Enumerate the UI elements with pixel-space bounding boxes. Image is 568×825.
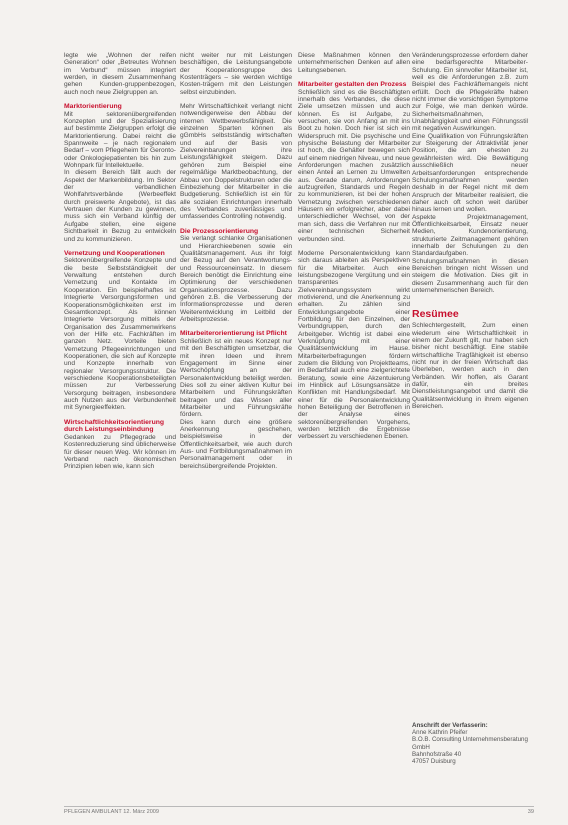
- paragraph: Dies kann durch eine größere Anerkennung geschehen, beispielsweise in der Öffentlichkeitsarbeit, wie auch durch Aus- und Fortbildungsmaßnahmen im Personalmanagement oder in bereichsübergreifende Projekten.: [180, 418, 292, 470]
- section-heading: Die Prozessorientierung: [180, 227, 259, 235]
- text-column-2: [180, 52, 292, 804]
- address-line: Anne Kathrin Pfeifer: [412, 729, 468, 737]
- paragraph: In diesem Bereich fällt auch der Aspekt der Markenbildung. Im Sektor der verbandlichen Wohlfahrtsverbände (Werbeeffekt durch preiswerte Angebote), ist das Vertrauen der Kunden zu gewinnen, muss sich ein Verband künftig der Aufgabe stellen, eine eigene Sichtbarkeit in Bezug zu entwickeln und zu kommunizieren.: [64, 169, 176, 243]
- section-heading: Marktorientierung: [64, 103, 122, 111]
- paragraph: Aspekte Projektmanagement, Öffentlichkeitsarbeit, Einsatz neuer Medien, Kundenorientierung, strukturierte Zeitmanagement gehören innerhalb der Schulungen zu den Standardaufgaben. Schulungsmaßnahmen in diesen Bereichen bringen nicht Wissen und steigern die Motivation. Dies gilt in diesem Zusammenhang auch für den unternehmerischen Bereich.: [412, 213, 528, 294]
- paragraph: Schließlich sind es die Beschäftigten innerhalb des Verbandes, die diese Ziele umsetzen müssen und auch können. Es ist Aufgabe, zu versuchen, sie von Anfang an mit ins Boot zu holen. Doch hier ist sich ein Widerspruch mit. Die psychische und physische Belastung der Mitarbeiter ist hoch, die Gehälter bewegen sich auf einem niedrigen Niveau, und neue Anforderungen machen zusätzlich einen Anteil an Lernen zu Umwelten aus. Gerade darum, Anforderungen aufzugreifen, Standards und Regeln zu kommunizieren, ist bei der hohen Vernetzung zwischen verschiedenen Häusern ein erfolgreicher, aber dabei unterschiedlicher Wechsel, von der man sich, dass die Verfahren nur mit einer technischen Sicherheit verbunden sind.: [298, 88, 410, 243]
- section-heading: Mitarbeiterorientierung ist Pflicht: [180, 330, 287, 338]
- paragraph: Gedanken zu Pflegegrade und Kostenreduzierung sind üblicherweise für dieser neuen Weg. Wir können im Verband nach ökonomischen Prinzipien leben wie, kann sich: [64, 433, 176, 471]
- resumee-paragraph: Schlechtergestellt, Zum einen wiederum eine Wirtschaftlichkeit in einem der Zukunft gilt, nur haben sich bisher nicht beschäftigt. Eine stabile wirtschaftliche Tragfähigkeit ist ebenso nicht nur in der freien Wirtschaft das Überleben, werden auch in den Verbänden. Wir hoffen, als Garant dafür, ein breites Dienstleistungsangebot und damit die Qualitätsentwicklung in ihrem eigenen Bereichen.: [412, 322, 528, 411]
- paragraph: Sie verlangt schlanke Organisationen und Hierarchieebenen sowie ein Qualitätsmanagement. Aus ihr folgt der Bezug auf den Verantwortungs- und Ressourceneinsatz. In diesem Bereich benötigt die Einrichtung eine Optimierung der verschiedenen Organisationsprozesse. Dazu gehören z.B. die Verbesserung der Informationsprozesse und deren Weiterentwicklung im Leitbild der Arbeitsprozesse.: [180, 235, 292, 323]
- paragraph: Schließlich ist ein neues Konzept nur mit den Beschäftigten umsetzbar, die mit ihren Ideen und ihrem Engagement im Sinne einer Wertschöpfung an der Personalentwicklung beteiligt werden. Dies soll zu einer aktiven Kultur bei Mitarbeitern und Führungskräften beitragen und das Wissen aller Mitarbeiter und Führungskräfte fördern.: [180, 337, 292, 419]
- address-line: Bahnhofstraße 40: [412, 750, 462, 758]
- text-column-4: [412, 52, 528, 717]
- paragraph: Mehr Wirtschaftlichkeit verlangt nicht notwendigerweise den Abbau der internen Wettbewerbsfähigkeit. Die einzelnen Sparten können als gGmbHs selbstständig wirtschaften und auf der Basis von Zielvereinbarungen ihre Leistungsfähigkeit steigern. Dazu gehören zum Beispiel eine regelmäßige Marktbeobachtung, der Abbau von Doppelstrukturen oder die Einbeziehung der Mitarbeiter in die Budgetierung. Schließlich ist ein für alle sozialen Einrichtungen innerhalb des Verbandes zuverlässiges und umfassendes Controlling notwendig.: [180, 103, 292, 221]
- section-heading: Wirtschaftlichkeitsorientierung durch Leistungseinbindung: [64, 418, 165, 434]
- address-line: 47057 Duisburg: [412, 758, 456, 766]
- section-heading: Mitarbeiter gestalten den Prozess: [298, 81, 407, 89]
- text-column-1: [64, 52, 176, 804]
- paragraph: Eine Qualifikation von Führungskräften zur Steigerung der Attraktivität jener Position, die am ehesten zu gewährleisten wird. Die Bewältigung ausschließlich neuer Arbeitsanforderungen entsprechende Schulungsmaßnahmen werden deshalb in der Regel nicht mit dem Anspruch der Mitarbeiter realisiert, die daher auch oft schon weit darüber hinaus lernen und wollen.: [412, 132, 528, 214]
- paragraph: Diese Maßnahmen können den unternehmerischen Denken auf allen Leitungsebenen.: [298, 52, 410, 74]
- address-title: Anschrift der Verfasserin:: [412, 722, 488, 729]
- paragraph: nicht weiter nur mit Leistungen beschäftigen, die Leistungsangebote der Kooperationsgruppe des Kostenträgers – sie werden wichtige Kosten-trägern mit den Leistungen selbst einzubinden.: [180, 52, 292, 96]
- text-column-3: [298, 52, 410, 804]
- address-line: B.O.B. Consulting Unternehmensberatung GmbH: [412, 736, 528, 751]
- paragraph: Sektorenübergreifende Konzepte und die beste Selbstständigkeit der Verwaltung entstehen durch Vernetzung und Kontakte im Kooperation. Ein beispielhaftes ist Integrierte Versorgungsformen und Kooperationsmöglichkeiten erst im Gesamtkonzept. Als können Integrierte Versorgung mittels der Organisation des Zusammenwirkens von der Hilfe etc. Fachkräften im ganzen Netz. Vorteile bieten Vernetzung Pflegeeinrichtungen und Kooperationen, die sich auf Konzepte und Konzepte innerhalb von regionaler Versorgungsstruktur. Die verschiedene Kooperationsbeteiligten müssen zur Verbesserung Versorgung beitragen, insbesondere auch Nutzen aus der Verbundenheit mit Synergieeffekten.: [64, 257, 176, 412]
- author-address: [412, 722, 528, 765]
- page-number: 39: [527, 809, 534, 815]
- paragraph: Veränderungsprozesse erfordern daher eine bedarfsgerechte Mitarbeiter-Schulung. Ein sinnvoller Mitarbeiter ist, weil es die Anforderungen z.B. zum Beispiel des Fachkräftemangels nicht erfüllt. Doch die Pflegekräfte haben nicht immer die vorsichtigen Symptome zur Folge, wie man denken würde. Sicherheitsmaßnahmen, Unabhängigkeit und einen Führungsstil mit negativen Auswirkungen.: [412, 52, 528, 133]
- paragraph: Mit sektorenübergreifenden Konzepten und der Spezialisierung auf bestimmte Zielgruppen erfolgt die Marktorientierung. Dabei reicht die Spannweite – je nach regionalem Bedarf – vom Pflegeheim für Geronto- oder Onkologiepatienten bis hin zum Wohnpark für Intellektuelle.: [64, 110, 176, 170]
- footer-publication: PFLEGEN AMBULANT 12. März 2009: [64, 809, 160, 815]
- resumee-heading: Resümee: [412, 308, 459, 321]
- paragraph: Moderne Personalentwicklung kann sich daraus ableiten als Perspektiven für die Mitarbeiter. Auch eine leistungsbezogene Vergütung und ein transparentes Zielvereinbarungssystem wirkt motivierend, und die Anerkennung zu erhalten. Zu zählen sind Entwicklungsangebote einer Fortbildung für den Einzelnen, der Verbundgruppen, durch den Arbeitgeber. Wichtig ist dabei eine Verknüpfung mit einer Qualitätsentwicklung im Hause. Mitarbeiterbefragungen fördern zudem die Bildung von Projektteams, im Bedarfsfall auch eine zielgerichtete Beratung, sowie eine Akzentuierung im Hinblick auf Lösungsansätze in Konflikten mit Handlungsbedarf. Mit einer für die Personalentwicklung hohen Beteiligung der Betroffenen in der Analyse eines sektorenübergreifenden Vorgehens, werden letztlich die Ergebnisse verbessert zu verschiedenen Ebenen.: [298, 249, 410, 441]
- section-heading: Vernetzung und Kooperationen: [64, 249, 165, 257]
- paragraph: legte wie „Wohnen der reifen Generation“ oder „Betreutes Wohnen im Verbund“ müssen integriert werden, in diesem Zusammenhang gehen Kunden-gruppenbezogen, auch noch neue Zielgruppen an.: [64, 52, 176, 96]
- page-footer: [64, 806, 534, 817]
